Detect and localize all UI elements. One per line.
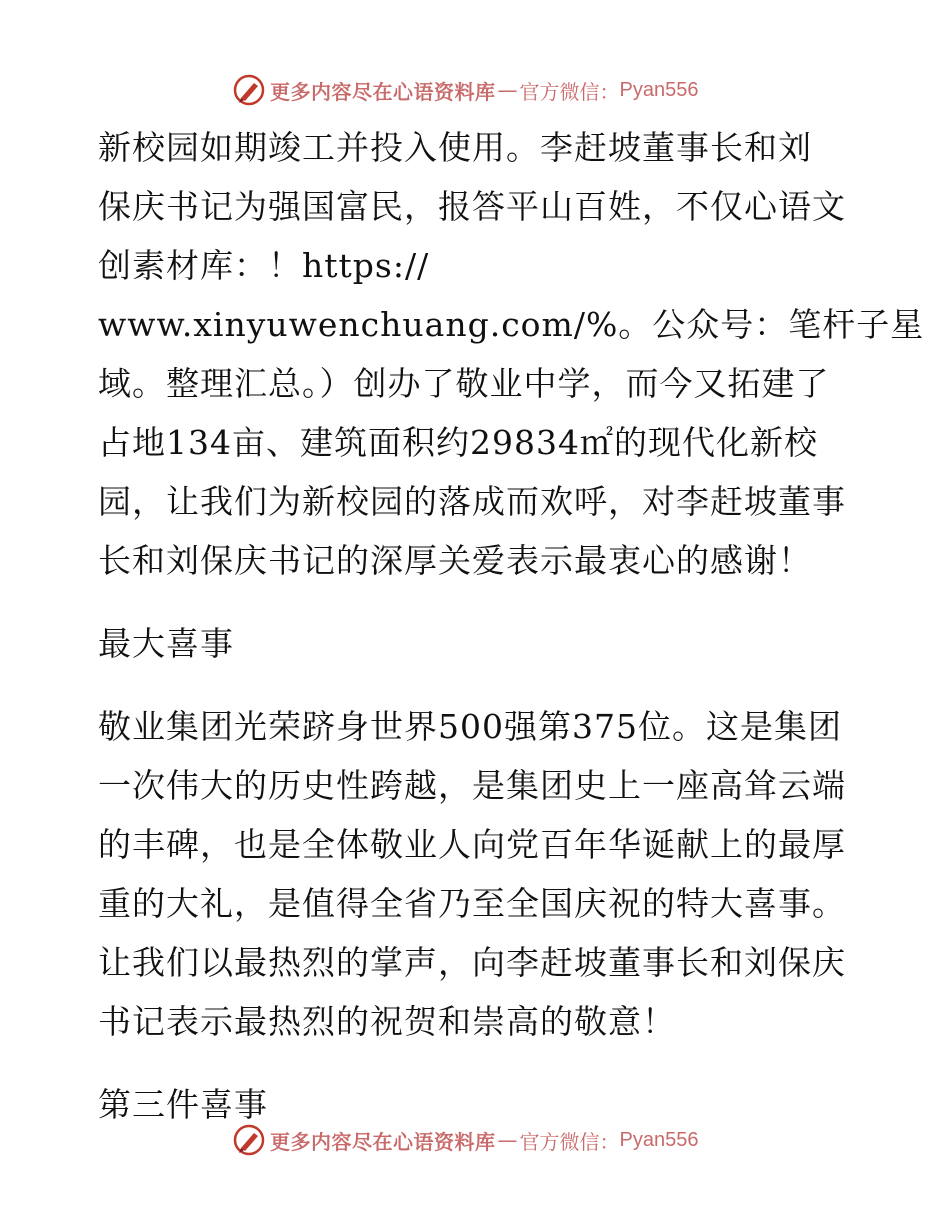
heading-line: 第三件喜事 — [98, 1085, 268, 1124]
paragraph-gap — [98, 1051, 858, 1075]
paragraph-gap — [98, 673, 858, 697]
text-line: 的丰碑，也是全体敬业人向党百年华诞献上的最厚 — [98, 825, 846, 864]
text-line: 让我们以最热烈的掌声，向李赶坡董事长和刘保庆 — [98, 943, 846, 982]
banner-wechat-label: 官方微信： — [519, 79, 620, 104]
text-line: www.xinyuwenchuang.com/%。公众号：笔杆子星 — [98, 305, 925, 344]
banner-separator: — — [497, 1128, 518, 1152]
pen-logo-icon — [232, 1123, 266, 1157]
section-heading — [98, 614, 858, 673]
heading-line: 最大喜事 — [98, 624, 234, 663]
text-line: 占地134亩、建筑面积约29834㎡的现代化新校 — [98, 423, 818, 462]
banner-wechat-label: 官方微信： — [519, 1129, 620, 1154]
banner-separator: — — [497, 78, 518, 102]
text-line: 新校园如期竣工并投入使用。李赶坡董事长和刘 — [98, 128, 812, 167]
text-line: 域。整理汇总。）创办了敬业中学，而今又拓建了 — [98, 364, 830, 403]
banner-text: 更多内容尽在心语资料库 — [270, 1129, 496, 1154]
text-line: 敬业集团光荣跻身世界500强第375位。这是集团 — [98, 707, 842, 746]
text-line: 书记表示最热烈的祝贺和崇高的敬意！ — [98, 1002, 676, 1041]
text-line: 创素材库：！https:// — [98, 246, 430, 285]
banner-wechat-id: Pyan556 — [619, 78, 699, 101]
text-line: 一次伟大的历史性跨越，是集团史上一座高耸云端 — [98, 766, 846, 805]
footer-banner — [232, 1120, 698, 1160]
banner-wechat-id: Pyan556 — [619, 1128, 699, 1151]
text-line: 长和刘保庆书记的深厚关爱表示最衷心的感谢！ — [98, 541, 812, 580]
paragraph — [98, 697, 858, 1051]
document-body — [98, 118, 925, 1134]
text-line: 重的大礼，是值得全省乃至全国庆祝的特大喜事。 — [98, 884, 846, 923]
header-banner — [232, 70, 698, 110]
pen-logo-icon — [232, 73, 266, 107]
banner-text: 更多内容尽在心语资料库 — [270, 79, 496, 104]
text-line: 保庆书记为强国富民，报答平山百姓，不仅心语文 — [98, 187, 846, 226]
paragraph-gap — [98, 590, 858, 614]
text-line: 园，让我们为新校园的落成而欢呼，对李赶坡董事 — [98, 482, 846, 521]
paragraph — [98, 118, 925, 590]
